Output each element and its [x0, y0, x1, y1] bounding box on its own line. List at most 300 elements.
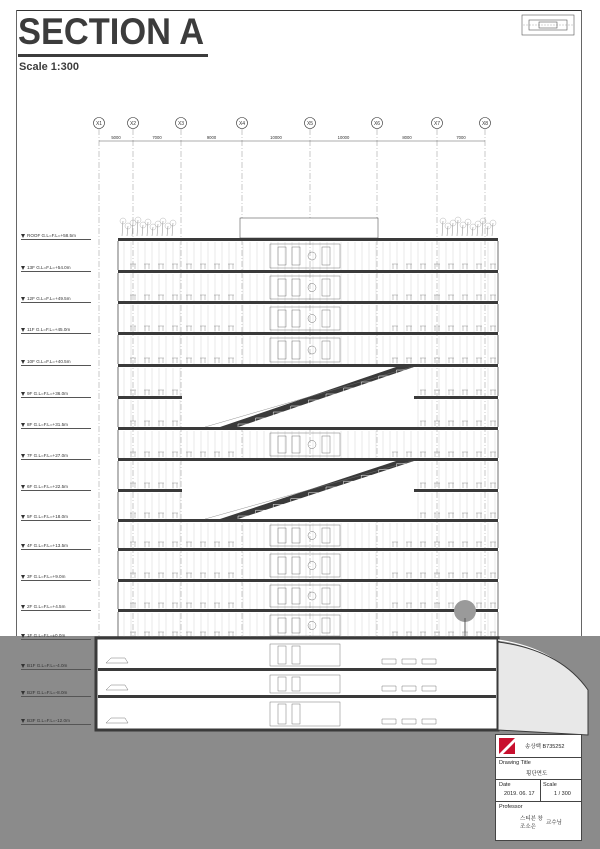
floor-slab: [118, 301, 498, 304]
level-triangle-icon: [21, 234, 25, 238]
furniture-icon: [392, 326, 398, 331]
dimension-label: 10000: [270, 135, 282, 140]
furniture-icon: [392, 632, 398, 637]
furniture-icon: [186, 573, 192, 578]
level-triangle-icon: [21, 485, 25, 489]
furniture-icon: [420, 483, 426, 488]
title-block: [495, 734, 582, 841]
basement-box: [96, 638, 498, 730]
furniture-icon: [144, 573, 150, 578]
furniture-icon: [158, 358, 164, 363]
furniture-icon: [476, 390, 482, 395]
furniture-icon: [420, 542, 426, 547]
sheet-scale: Scale 1:300: [19, 61, 79, 73]
level-marker: [21, 296, 71, 301]
tree-icon: [477, 224, 478, 236]
level-elevation: G.L=F.L=+18.0m: [33, 514, 68, 519]
parking-ramp: [498, 642, 588, 735]
furniture-icon: [490, 295, 496, 300]
drawing-title-label: Drawing Title: [499, 760, 531, 766]
level-marker: [21, 514, 68, 519]
level-triangle-icon: [21, 719, 25, 723]
level-elevation: G.L=F.L=-12.0m: [36, 718, 70, 723]
elevator-door: [292, 436, 300, 453]
grid-axis-label: X1: [95, 121, 103, 127]
scale-value: 1 / 300: [554, 791, 571, 797]
level-marker: [21, 359, 71, 364]
furniture-icon: [144, 483, 150, 488]
level-elevation: G.L=F.L=+40.5m: [36, 359, 71, 364]
furniture-icon: [158, 326, 164, 331]
furniture-icon: [406, 603, 412, 608]
elevator-door: [278, 279, 286, 296]
level-elevation: G.L=F.L=-4.0m: [36, 663, 68, 668]
furniture-icon: [214, 603, 220, 608]
basement-slab: [98, 695, 496, 698]
elevator-core: [270, 307, 340, 330]
furniture-icon: [462, 264, 468, 269]
level-line: [21, 610, 91, 611]
furniture-icon: [462, 358, 468, 363]
professor-name-1: 스티븐 창: [520, 816, 543, 822]
stair-door: [322, 528, 330, 543]
level-triangle-icon: [21, 634, 25, 638]
floor-slab: [118, 519, 498, 522]
furniture-icon: [448, 421, 454, 426]
tree-icon: [167, 226, 168, 236]
level-triangle-icon: [21, 691, 25, 695]
elevator-door: [292, 557, 300, 574]
furniture-icon: [158, 542, 164, 547]
roof-penthouse: [240, 218, 378, 238]
furniture-icon: [228, 264, 234, 269]
elevator-door: [292, 279, 300, 296]
furniture-icon: [172, 632, 178, 637]
furniture-icon: [186, 632, 192, 637]
tree-icon: [457, 220, 458, 236]
furniture-icon: [420, 358, 426, 363]
elevator-door: [292, 341, 300, 359]
grid-axis-label: X6: [373, 121, 381, 127]
elevator-door: [278, 618, 286, 633]
elevator-door: [278, 588, 286, 604]
furniture-icon: [144, 264, 150, 269]
dimension-label: 5000: [111, 135, 121, 140]
furniture-icon: [228, 573, 234, 578]
level-triangle-icon: [21, 575, 25, 579]
furniture-icon: [448, 390, 454, 395]
furniture-icon: [172, 421, 178, 426]
furniture-icon: [200, 326, 206, 331]
level-elevation: G.L=F.L=+13.5m: [33, 543, 68, 548]
elevator-door: [292, 310, 300, 327]
floor-slab: [118, 458, 498, 461]
elevator-door: [278, 247, 286, 265]
furniture-icon: [490, 358, 496, 363]
level-elevation: G.L=F.L=+54.0m: [36, 265, 71, 270]
core-symbol: [308, 315, 316, 323]
elevator-core: [270, 244, 340, 268]
level-triangle-icon: [21, 605, 25, 609]
furniture-icon: [406, 542, 412, 547]
level-name: 4F: [27, 543, 34, 548]
floor-slab: [118, 579, 498, 582]
tree-icon: [172, 223, 173, 236]
furniture-icon: [448, 295, 454, 300]
level-elevation: G.L=F.L=+4.5m: [33, 604, 66, 609]
furniture-icon: [214, 573, 220, 578]
furniture-icon: [490, 632, 496, 637]
furniture-icon: [228, 603, 234, 608]
furniture-icon: [172, 603, 178, 608]
furniture-icon: [172, 483, 178, 488]
furniture-icon: [420, 452, 426, 457]
level-name: 1F: [27, 633, 34, 638]
furniture-icon: [158, 632, 164, 637]
level-triangle-icon: [21, 454, 25, 458]
furniture-icon: [476, 421, 482, 426]
furniture-icon: [406, 573, 412, 578]
level-marker: [21, 265, 71, 270]
furniture-icon: [186, 264, 192, 269]
floor-slab: [118, 238, 498, 241]
floor-slab: [118, 270, 498, 273]
core-symbol: [308, 252, 316, 260]
furniture-icon: [462, 295, 468, 300]
furniture-icon: [448, 264, 454, 269]
level-line: [21, 302, 91, 303]
furniture-icon: [420, 295, 426, 300]
grid-axis-label: X4: [238, 121, 246, 127]
level-name: 9F: [27, 391, 34, 396]
furniture-icon: [214, 264, 220, 269]
stair-door: [322, 310, 330, 327]
tree-icon: [472, 227, 473, 236]
furniture-icon: [490, 483, 496, 488]
elevator-door: [278, 528, 286, 543]
furniture-icon: [448, 326, 454, 331]
level-triangle-icon: [21, 360, 25, 364]
furniture-icon: [214, 632, 220, 637]
furniture-icon: [448, 573, 454, 578]
furniture-icon: [144, 452, 150, 457]
furniture-icon: [490, 452, 496, 457]
furniture-icon: [490, 264, 496, 269]
core-symbol: [308, 622, 316, 630]
stair-door: [322, 247, 330, 265]
grid-axis-label: X3: [177, 121, 185, 127]
furniture-icon: [144, 326, 150, 331]
elevator-door: [278, 557, 286, 574]
furniture-icon: [158, 573, 164, 578]
level-line: [21, 365, 91, 366]
level-marker: [21, 633, 65, 638]
stair-door: [322, 341, 330, 359]
elevator-door: [278, 436, 286, 453]
level-elevation: G.L=F.L=±0.0m: [33, 633, 66, 638]
floor-slab: [118, 609, 498, 612]
furniture-icon: [490, 573, 496, 578]
elevator-door: [292, 247, 300, 265]
furniture-icon: [392, 603, 398, 608]
floor-slab: [118, 332, 498, 335]
furniture-icon: [158, 603, 164, 608]
level-marker: [21, 453, 68, 458]
professor-label: Professor: [499, 804, 523, 810]
tree-icon: [467, 222, 468, 236]
drawing-title-value: 횡단면도: [526, 771, 548, 777]
level-elevation: G.L=F.L=+22.5m: [33, 484, 68, 489]
level-marker: [21, 327, 70, 332]
furniture-icon: [186, 358, 192, 363]
tree-icon: [447, 226, 448, 236]
level-line: [21, 724, 91, 725]
furniture-icon: [392, 264, 398, 269]
tree-icon: [487, 226, 488, 236]
furniture-icon: [420, 573, 426, 578]
furniture-icon: [172, 452, 178, 457]
dimension-label: 7000: [152, 135, 162, 140]
furniture-icon: [228, 358, 234, 363]
tree-icon: [452, 223, 453, 236]
furniture-icon: [172, 513, 178, 518]
furniture-icon: [172, 573, 178, 578]
furniture-icon: [172, 264, 178, 269]
furniture-icon: [462, 513, 468, 518]
furniture-icon: [392, 542, 398, 547]
level-name: B3F: [27, 718, 37, 723]
furniture-icon: [200, 295, 206, 300]
furniture-icon: [490, 421, 496, 426]
furniture-icon: [420, 264, 426, 269]
floor-slab: [118, 364, 498, 367]
level-name: B2F: [27, 690, 37, 695]
furniture-icon: [392, 452, 398, 457]
furniture-icon: [200, 632, 206, 637]
grid-axis-label: X7: [433, 121, 441, 127]
furniture-icon: [490, 326, 496, 331]
furniture-icon: [448, 603, 454, 608]
furniture-icon: [476, 358, 482, 363]
furniture-icon: [186, 603, 192, 608]
furniture-icon: [144, 632, 150, 637]
level-elevation: G.L=F.L=-8.0m: [36, 690, 68, 695]
level-line: [21, 333, 91, 334]
furniture-icon: [406, 326, 412, 331]
level-line: [21, 459, 91, 460]
elevator-door: [292, 528, 300, 543]
furniture-icon: [186, 542, 192, 547]
tree-icon: [482, 221, 483, 236]
furniture-icon: [186, 452, 192, 457]
level-name: B1F: [27, 663, 37, 668]
tree-icon: [162, 221, 163, 236]
furniture-icon: [462, 573, 468, 578]
level-triangle-icon: [21, 515, 25, 519]
elevator-core: [270, 338, 340, 362]
elevator-door: [278, 310, 286, 327]
level-marker: [21, 663, 67, 668]
elevator-core: [270, 276, 340, 299]
level-elevation: G.L=F.L=+27.0m: [33, 453, 68, 458]
elevator-door: [292, 618, 300, 633]
furniture-icon: [144, 603, 150, 608]
stair-door: [322, 588, 330, 604]
furniture-icon: [420, 390, 426, 395]
dimension-label: 10000: [337, 135, 350, 140]
elevator-door: [292, 588, 300, 604]
furniture-icon: [144, 358, 150, 363]
level-triangle-icon: [21, 664, 25, 668]
furniture-icon: [392, 295, 398, 300]
floor-slab: [118, 548, 498, 551]
level-name: 13F: [27, 265, 37, 270]
furniture-icon: [172, 542, 178, 547]
furniture-icon: [200, 603, 206, 608]
elevator-core: [270, 433, 340, 456]
level-triangle-icon: [21, 266, 25, 270]
furniture-icon: [214, 452, 220, 457]
furniture-icon: [448, 513, 454, 518]
level-marker: [21, 233, 76, 238]
level-triangle-icon: [21, 392, 25, 396]
level-elevation: G.L=F.L=+49.5m: [36, 296, 71, 301]
furniture-icon: [476, 483, 482, 488]
furniture-icon: [476, 603, 482, 608]
furniture-icon: [144, 295, 150, 300]
university-logo-icon: [499, 738, 515, 754]
furniture-icon: [200, 358, 206, 363]
furniture-icon: [420, 513, 426, 518]
furniture-icon: [200, 573, 206, 578]
furniture-icon: [200, 264, 206, 269]
stair-door: [322, 279, 330, 296]
furniture-icon: [228, 632, 234, 637]
core-symbol: [308, 592, 316, 600]
level-name: 6F: [27, 484, 34, 489]
furniture-icon: [200, 452, 206, 457]
level-line: [21, 580, 91, 581]
furniture-icon: [476, 326, 482, 331]
stair-door: [322, 618, 330, 633]
elevator-core: [270, 585, 340, 607]
furniture-icon: [406, 295, 412, 300]
furniture-icon: [406, 452, 412, 457]
furniture-icon: [144, 421, 150, 426]
grid-axis-label: X8: [481, 121, 489, 127]
furniture-icon: [420, 603, 426, 608]
level-line: [21, 490, 91, 491]
furniture-icon: [490, 513, 496, 518]
level-name: 12F: [27, 296, 37, 301]
level-marker: [21, 422, 68, 427]
level-line: [21, 428, 91, 429]
core-symbol: [308, 532, 316, 540]
furniture-icon: [448, 632, 454, 637]
furniture-icon: [476, 632, 482, 637]
core-symbol: [308, 562, 316, 570]
furniture-icon: [448, 358, 454, 363]
furniture-icon: [476, 452, 482, 457]
level-line: [21, 271, 91, 272]
level-marker: [21, 690, 67, 695]
furniture-icon: [228, 452, 234, 457]
furniture-icon: [172, 390, 178, 395]
dimension-label: 8000: [402, 135, 412, 140]
dimension-label: 7000: [456, 135, 466, 140]
furniture-icon: [406, 358, 412, 363]
furniture-icon: [158, 513, 164, 518]
furniture-icon: [406, 264, 412, 269]
sheet-title: SECTION A: [18, 11, 205, 52]
level-name: 8F: [27, 422, 34, 427]
furniture-icon: [186, 295, 192, 300]
floor-slab: [118, 427, 498, 430]
furniture-icon: [228, 542, 234, 547]
furniture-icon: [392, 573, 398, 578]
tree-icon: [122, 221, 123, 236]
level-line: [21, 639, 91, 640]
furniture-icon: [476, 573, 482, 578]
level-name: 11F: [27, 327, 36, 332]
furniture-icon: [172, 326, 178, 331]
level-triangle-icon: [21, 328, 25, 332]
level-elevation: G.L=F.L=+36.0m: [33, 391, 68, 396]
date-label: Date: [499, 782, 511, 788]
furniture-icon: [228, 326, 234, 331]
stair-door: [322, 436, 330, 453]
stair-door: [322, 557, 330, 574]
level-triangle-icon: [21, 297, 25, 301]
level-marker: [21, 718, 70, 723]
level-marker: [21, 574, 65, 579]
furniture-icon: [476, 513, 482, 518]
level-elevation: G.L=F.L=+58.5m: [41, 233, 76, 238]
furniture-icon: [448, 452, 454, 457]
furniture-icon: [144, 390, 150, 395]
tree-icon: [147, 222, 148, 236]
furniture-icon: [214, 326, 220, 331]
tree-icon: [157, 224, 158, 236]
tree-icon: [442, 221, 443, 236]
level-name: ROOF: [27, 233, 42, 238]
grid-axis-label: X2: [129, 121, 137, 127]
core-symbol: [308, 284, 316, 292]
furniture-icon: [144, 542, 150, 547]
tree-icon: [152, 227, 153, 236]
furniture-icon: [462, 326, 468, 331]
furniture-icon: [420, 421, 426, 426]
furniture-icon: [158, 295, 164, 300]
level-name: 3F: [27, 574, 34, 579]
furniture-icon: [144, 513, 150, 518]
furniture-icon: [462, 542, 468, 547]
furniture-icon: [158, 264, 164, 269]
professor-suffix: 교수님: [546, 820, 562, 826]
furniture-icon: [490, 390, 496, 395]
level-marker: [21, 484, 68, 489]
level-elevation: G.L=F.L=+31.5m: [33, 422, 68, 427]
tree-icon: [142, 225, 143, 236]
furniture-icon: [228, 295, 234, 300]
furniture-icon: [158, 421, 164, 426]
level-line: [21, 696, 91, 697]
furniture-icon: [462, 483, 468, 488]
level-elevation: G.L=F.L=+9.0m: [33, 574, 66, 579]
furniture-icon: [490, 603, 496, 608]
furniture-icon: [214, 295, 220, 300]
furniture-icon: [392, 358, 398, 363]
